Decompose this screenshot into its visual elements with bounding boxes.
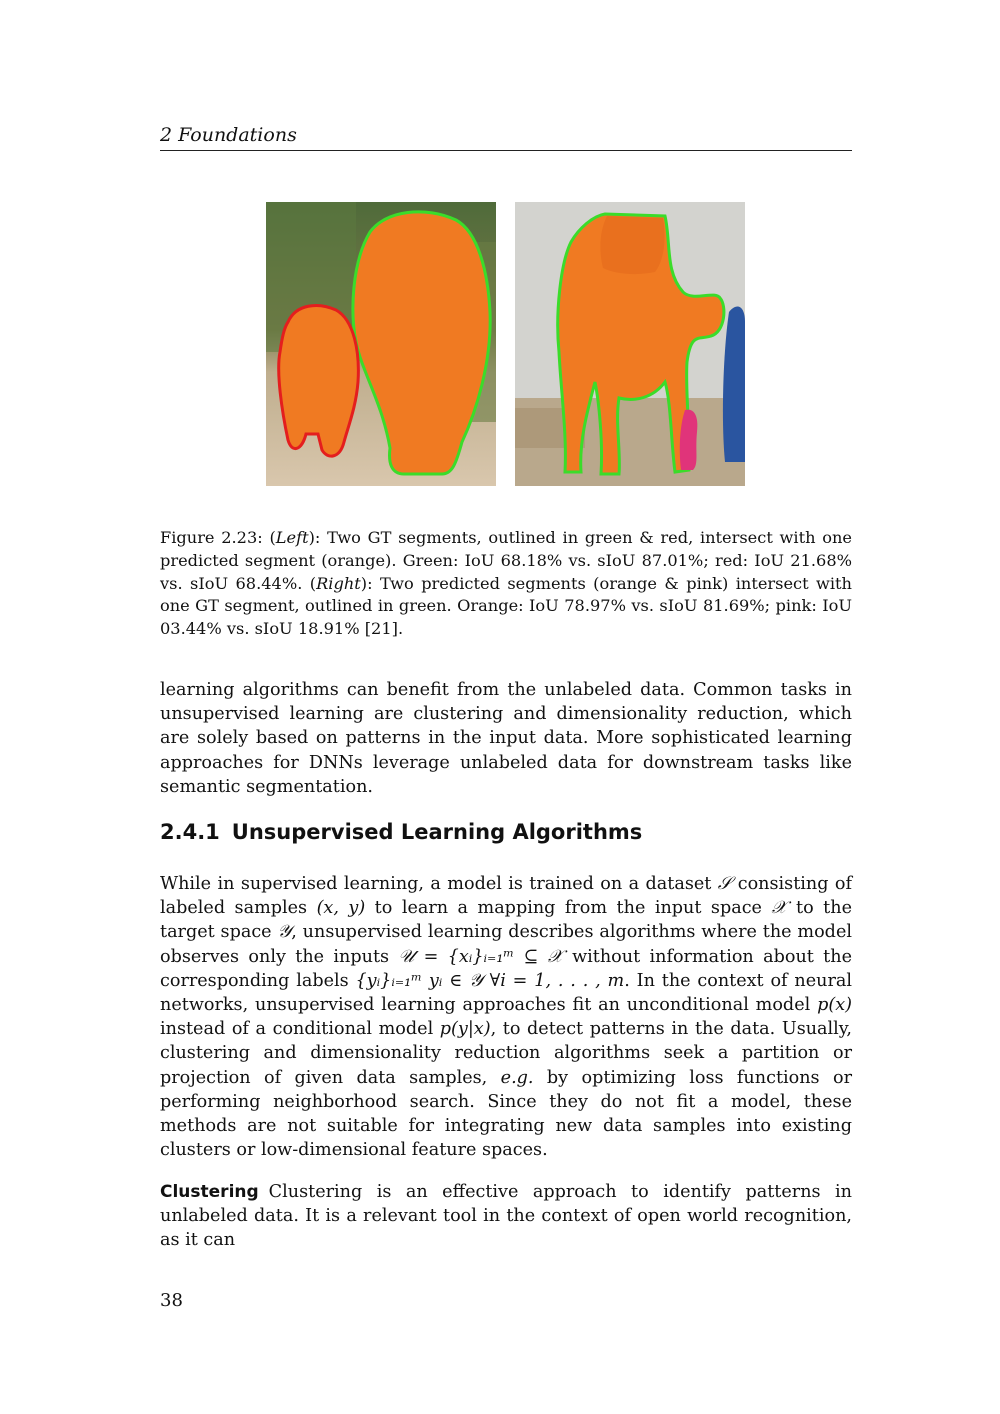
text-run: . In the context of neural networks, unsupervised learning approaches fit an unconditional model: [160, 970, 852, 1016]
math-unlabeled-set: 𝒰 = {xᵢ}ᵢ₌₁ᵐ ⊆ 𝒳: [398, 946, 563, 967]
small-elephant-segment: [279, 306, 359, 457]
text-run: to the target space: [160, 898, 852, 943]
text-run: consisting of labeled samples: [160, 874, 852, 919]
caption-prefix: Figure 2.23: (: [160, 528, 276, 547]
text-run: , unsupervised learning describes algorithms where the model observes only the inputs: [160, 922, 852, 967]
elephant-segmentation-image: [266, 202, 496, 486]
text-run: to learn a mapping from the input space: [365, 898, 772, 919]
math-labels: {yᵢ}ᵢ₌₁ᵐ yᵢ ∈ 𝒴 ∀i = 1, . . . , m: [355, 970, 625, 991]
math-sample-pair: (x, y): [316, 898, 366, 919]
text-run: by optimizing loss functions or performing neighborhood search. Since they do not fit a model, these methods are not suitable for integrating new data samples into existing clusters or low-dimensional feature spaces.: [160, 1067, 852, 1161]
text-run: without information about the corresponding labels: [160, 946, 852, 991]
text-run: instead of a conditional model: [160, 1019, 440, 1040]
text-run: , to detect patterns in the data. Usually, clustering and dimensionality reduction algorithms seek a partition or projection of given data samples,: [160, 1019, 852, 1088]
math-input-space: 𝒳: [771, 898, 787, 919]
running-header: 2 Foundations: [160, 122, 852, 151]
caption-part1: ): Two GT segments, outlined in green & red, intersect with one predicted segment (orange). Green: IoU 68.18% vs. sIoU 87.01%; red: IoU 21.68% vs. sIoU 68.44%. (: [160, 528, 852, 593]
section-title-text: Unsupervised Learning Algorithms: [231, 820, 643, 844]
section-heading: [160, 818, 852, 846]
math-target-space: 𝒴: [277, 922, 292, 943]
section-number: 2.4.1: [160, 820, 220, 844]
body-paragraph-2: [160, 872, 852, 1162]
caption-part2: ): Two predicted segments (orange & pink) intersect with one GT segment, outlined in green. Orange: IoU 78.97% vs. sIoU 81.69%; pink: IoU 03.44% vs. sIoU 18.91% [21].: [160, 573, 852, 639]
figure-left-elephants: [266, 202, 496, 486]
math-conditional-model: p(y|x): [439, 1019, 491, 1040]
body-paragraph-3: [160, 1180, 852, 1253]
body-paragraph-1: learning algorithms can benefit from the unlabeled data. Common tasks in unsupervised learning are clustering and dimensionality reduction, which are solely based on patterns in the input data. More sophisticated learning approaches for DNNs leverage unlabeled data for downstream tasks like semantic segmentation.: [160, 680, 852, 797]
figure-right-camel: [515, 202, 745, 486]
math-dataset: 𝒮: [717, 874, 732, 894]
caption-left-tag: Left: [275, 528, 309, 547]
text-eg: e.g.: [500, 1067, 534, 1088]
math-unconditional-model: p(x): [817, 995, 852, 1016]
camel-segmentation-image: [515, 202, 745, 486]
caption-right-tag: Right: [316, 573, 361, 593]
text-run: While in supervised learning, a model is trained on a dataset: [160, 874, 718, 894]
page-number: 38: [160, 1290, 183, 1311]
paragraph-heading-clustering: Clustering: [160, 1182, 259, 1202]
figure-caption: [160, 527, 852, 641]
paragraph-3-text: Clustering is an effective approach to identify patterns in unlabeled data. It is a relevant tool in the context of open world recognition, as it can: [160, 1182, 852, 1251]
